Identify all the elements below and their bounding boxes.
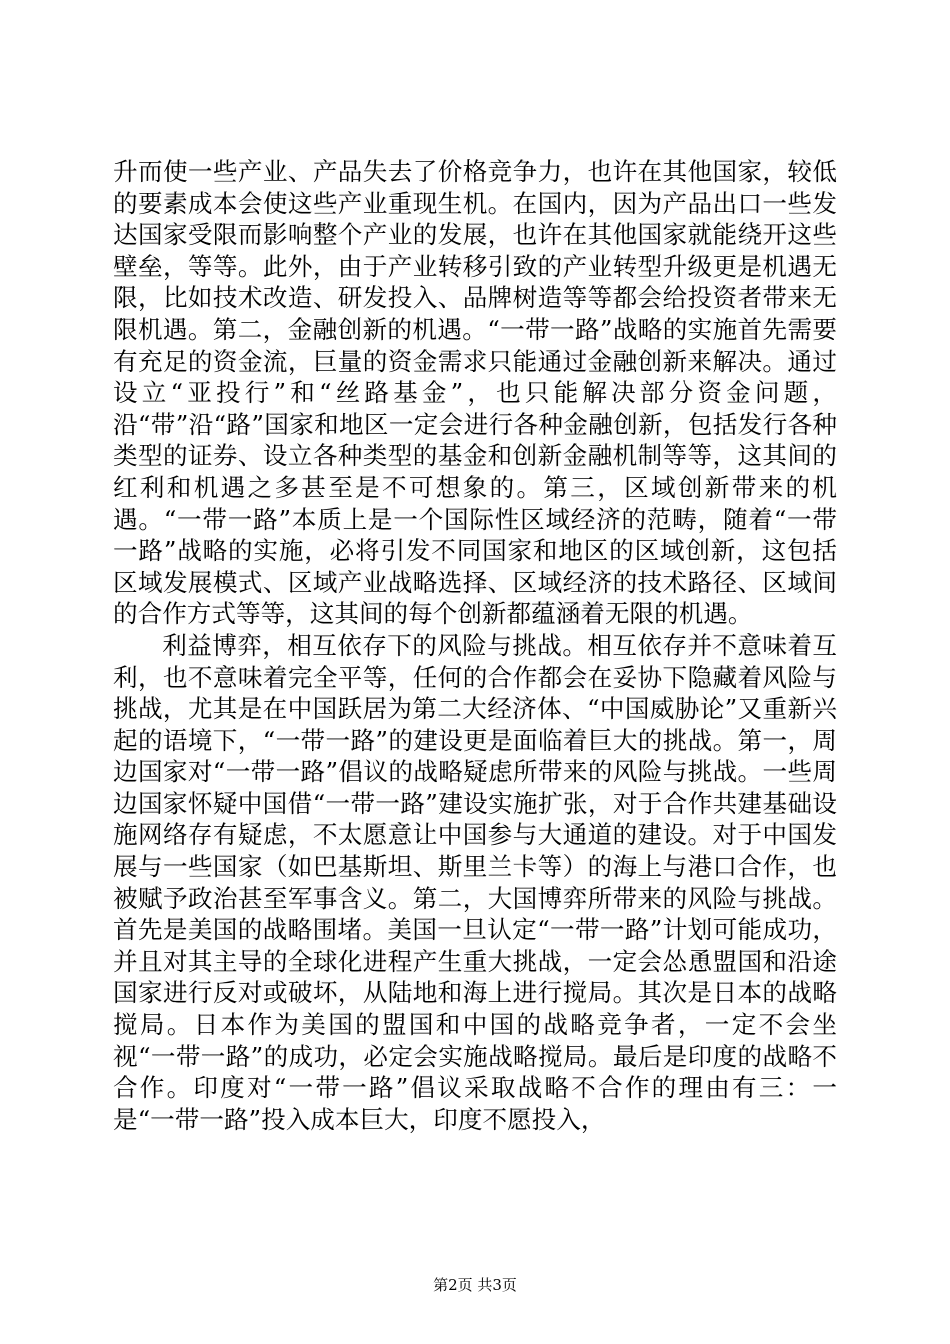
page-footer: 第2页 共3页: [433, 1276, 517, 1294]
paragraph-continuation: 升而使一些产业、产品失去了价格竞争力，也许在其他国家，较低的要素成本会使这些产业重现生机。在国内，因为产品出口一些发达国家受限而影响整个产业的发展，也许在其他国家就能绕开这些壁垒，等等。此外，由于产业转移引致的产业转型升级更是机遇无限，比如技术改造、研发投入、品牌树造等等都会给投资者带来无限机遇。第二，金融创新的机遇。“一带一路”战略的实施首先需要有充足的资金流，巨量的资金需求只能通过金融创新来解决。通过设立“亚投行”和“丝路基金”，也只能解决部分资金问题，沿“带”沿“路”国家和地区一定会进行各种金融创新，包括发行各种类型的证券、设立各种类型的基金和创新金融机制等等，这其间的红利和机遇之多甚至是不可想象的。第三，区域创新带来的机遇。“一带一路”本质上是一个国际性区域经济的范畴，随着“一带一路”战略的实施，必将引发不同国家和地区的区域创新，这包括区域发展模式、区域产业战略选择、区域经济的技术路径、区域间的合作方式等等，这其间的每个创新都蕴涵着无限的机遇。: [113, 157, 837, 629]
paragraph-risks-challenges: 利益博弈，相互依存下的风险与挑战。相互依存并不意味着互利，也不意味着完全平等，任何的合作都会在妥协下隐藏着风险与挑战，尤其是在中国跃居为第二大经济体、“中国威胁论”又重新兴起的语境下，“一带一路”的建设更是面临着巨大的挑战。第一，周边国家对“一带一路”倡议的战略疑虑所带来的风险与挑战。一些周边国家怀疑中国借“一带一路”建设实施扩张，对于合作共建基础设施网络存有疑虑，不太愿意让中国参与大通道的建设。对于中国发展与一些国家（如巴基斯坦、斯里兰卡等）的海上与港口合作，也被赋予政治甚至军事含义。第二，大国博弈所带来的风险与挑战。首先是美国的战略围堵。美国一旦认定“一带一路”计划可能成功，并且对其主导的全球化进程产生重大挑战，一定会怂恿盟国和沿途国家进行反对或破坏，从陆地和海上进行搅局。其次是日本的战略搅局。日本作为美国的盟国和中国的战略竞争者，一定不会坐视“一带一路”的成功，必定会实施战略搅局。最后是印度的战略不合作。印度对“一带一路”倡议采取战略不合作的理由有三：一是“一带一路”投入成本巨大，印度不愿投入，: [113, 630, 837, 1134]
document-body: [113, 156, 837, 1135]
